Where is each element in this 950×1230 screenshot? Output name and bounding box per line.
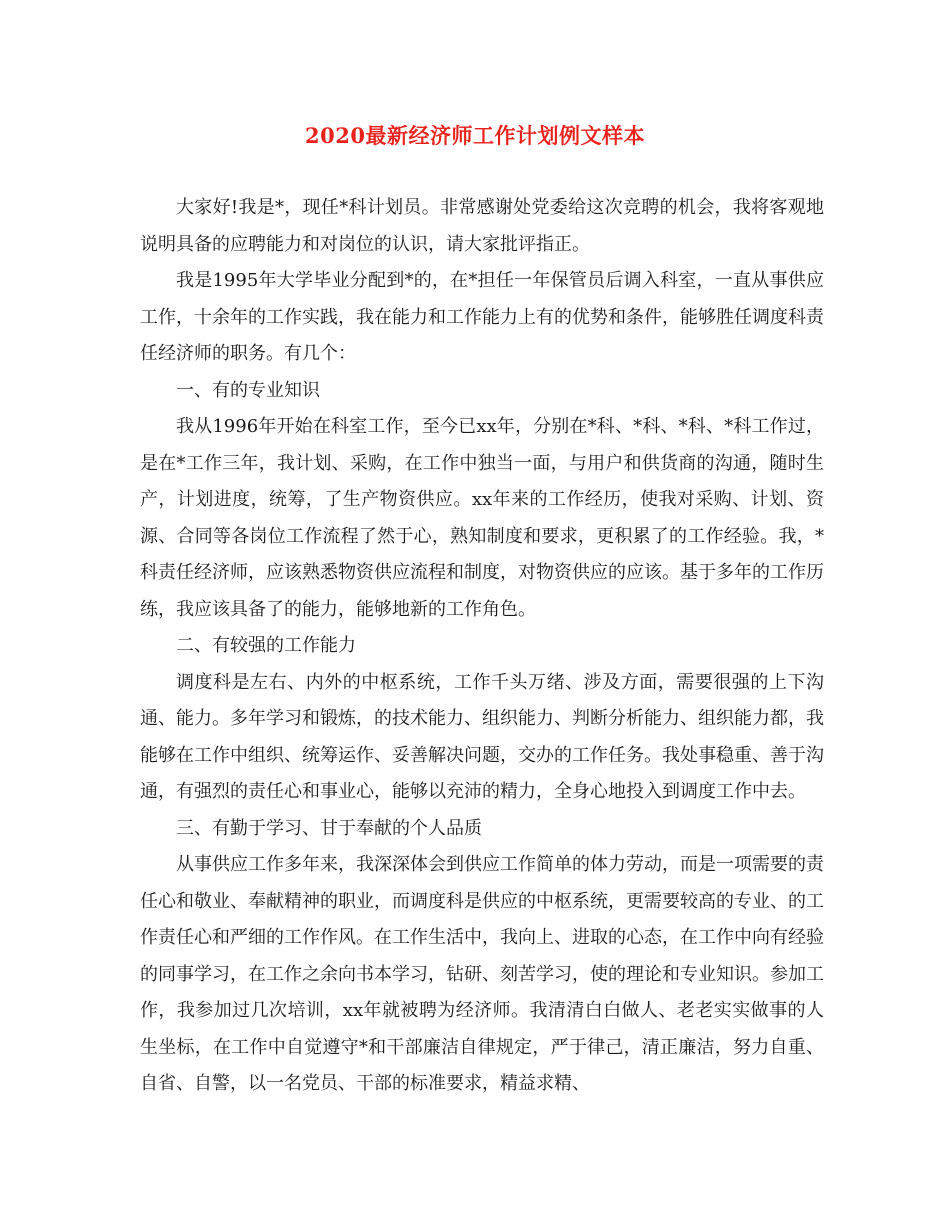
document-body	[140, 190, 824, 1103]
section-heading-3: 三、有勤于学习、甘于奉献的个人品质	[176, 817, 482, 839]
paragraph-section-1: 我从1996年开始在科室工作，至今已xx年，分别在*科、*科、*科、*科工作过，是在*工作三年，我计划、采购，在工作中独当一面，与用户和供货商的沟通，随时生产，计划进度，统筹，了生产物资供应。xx年来的工作经历，使我对采购、计划、资源、合同等各岗位工作流程了然于心，熟知制度和要求，更积累了的工作经验。我，*科责任经济师，应该熟悉物资供应流程和制度，对物资供应的应该。基于多年的工作历练，我应该具备了的能力，能够地新的工作角色。	[140, 416, 824, 620]
paragraph-background: 我是1995年大学毕业分配到*的，在*担任一年保管员后调入科室，一直从事供应工作，十余年的工作实践，我在能力和工作能力上有的优势和条件，能够胜任调度科责任经济师的职务。有几个：	[140, 270, 824, 364]
section-heading-1: 一、有的专业知识	[176, 379, 320, 401]
paragraph-section-3: 从事供应工作多年来，我深深体会到供应工作简单的体力劳动，而是一项需要的责任心和敬业、奉献精神的职业，而调度科是供应的中枢系统，更需要较高的专业、的工作责任心和严细的工作作风。在工作生活中，我向上、进取的心态，在工作中向有经验的同事学习，在工作之余向书本学习，钻研、刻苦学习，使的理论和专业知识。参加工作，我参加过几次培训，xx年就被聘为经济师。我清清白白做人、老老实实做事的人生坐标，在工作中自觉遵守*和干部廉洁自律规定，严于律己，清正廉洁，努力自重、自省、自警，以一名党员、干部的标准要求，精益求精、	[140, 854, 824, 1094]
paragraph-section-2: 调度科是左右、内外的中枢系统，工作千头万绪、涉及方面，需要很强的上下沟通、能力。多年学习和锻炼，的技术能力、组织能力、判断分析能力、组织能力都，我能够在工作中组织、统筹运作、妥善解决问题，交办的工作任务。我处事稳重、善于沟通，有强烈的责任心和事业心，能够以充沛的精力，全身心地投入到调度工作中去。	[140, 671, 824, 802]
document-title: 2020最新经济师工作计划例文样本	[305, 123, 645, 148]
section-heading-2: 二、有较强的工作能力	[176, 635, 356, 656]
paragraph-greeting: 大家好!我是*，现任*科计划员。非常感谢处党委给这次竞聘的机会，我将客观地说明具备的应聘能力和对岗位的认识，请大家批评指正。	[140, 197, 824, 255]
